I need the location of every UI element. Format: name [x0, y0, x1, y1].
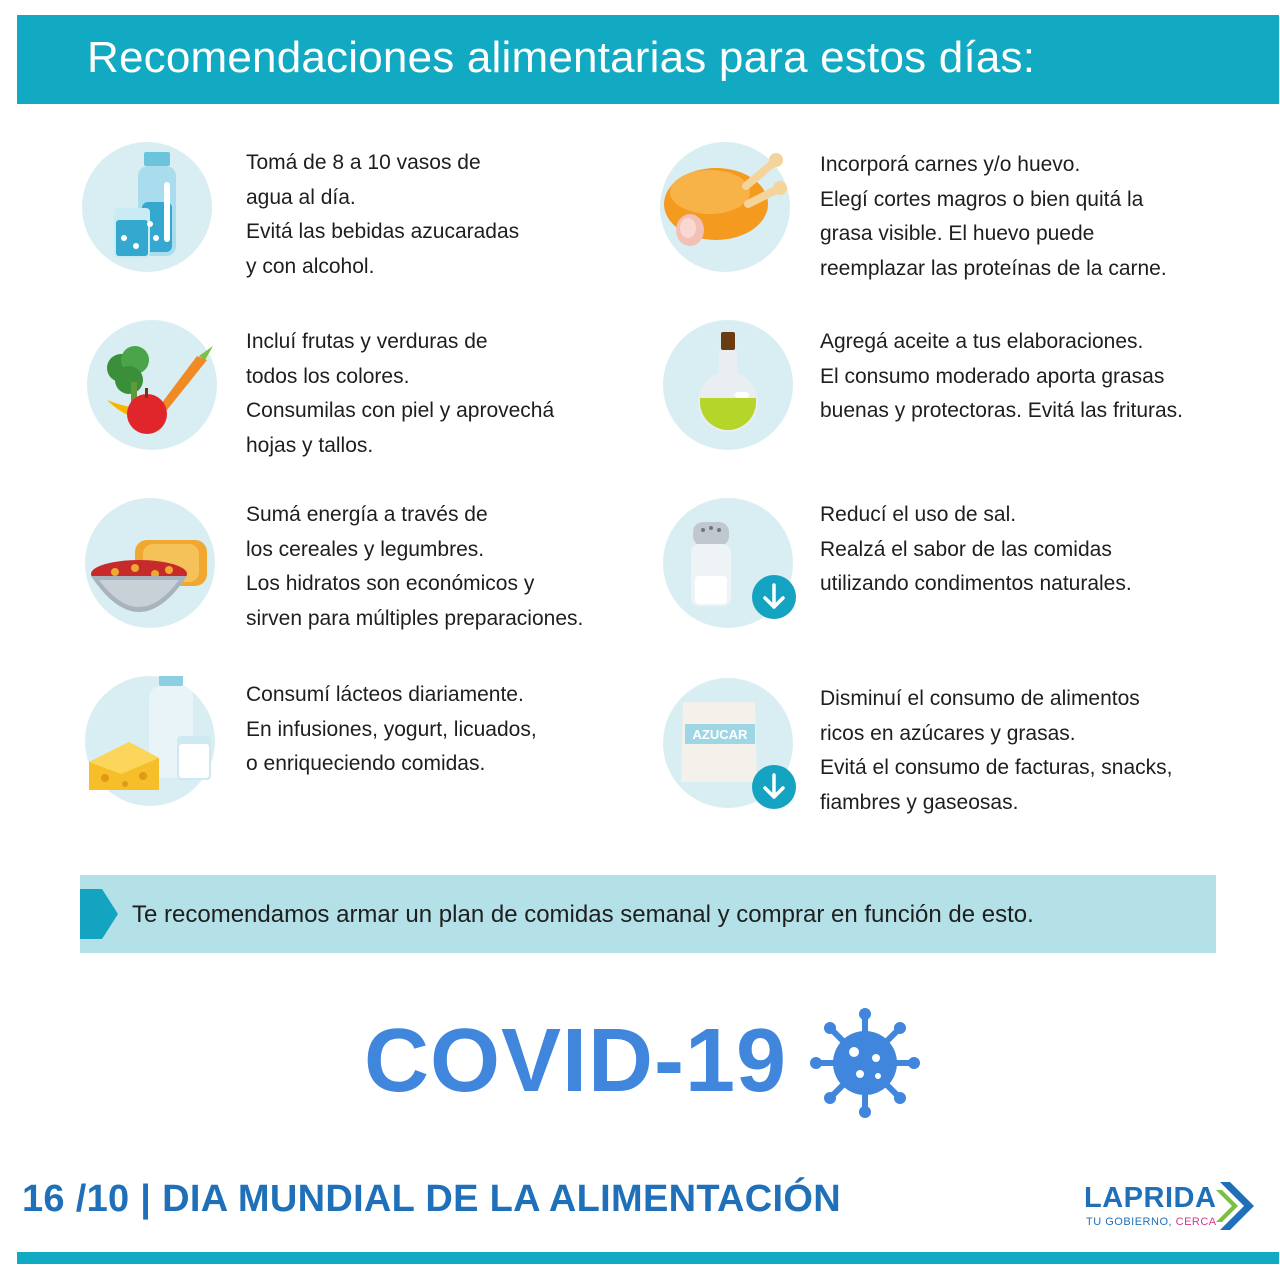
page-title: Recomendaciones alimentarias para estos días: — [87, 33, 1036, 82]
meat-icon-circle — [660, 142, 790, 272]
item-meat-line: Elegí cortes magros o bien quitá la — [820, 187, 1144, 211]
item-dairy-text — [246, 678, 537, 782]
fruits-vegetables-icon — [87, 320, 217, 450]
tip-banner — [80, 875, 1216, 953]
item-fruits-text — [246, 325, 554, 463]
oil-bottle-icon — [663, 320, 793, 450]
item-dairy-line: En infusiones, yogurt, licuados, — [246, 717, 537, 741]
item-fruits-line: todos los colores. — [246, 364, 410, 388]
item-oil-text — [820, 325, 1183, 429]
item-meat-line: reemplazar las proteínas de la carne. — [820, 256, 1167, 280]
item-sugar-text — [820, 682, 1173, 820]
arrow-down-icon — [752, 765, 796, 809]
item-cereals-text — [246, 498, 583, 636]
dairy-icon-circle — [85, 676, 215, 806]
cereal-bowl-bread-icon — [85, 498, 215, 628]
milk-cheese-icon — [85, 676, 215, 806]
item-water-line: Evitá las bebidas azucaradas — [246, 220, 520, 243]
chevron-right-icon — [80, 889, 120, 939]
arrow-down-icon — [752, 575, 796, 619]
logo-tagline-accent: CERCA — [1175, 1216, 1217, 1228]
cereal-icon-circle — [85, 498, 215, 628]
item-salt-line: utilizando condimentos naturales. — [820, 572, 1132, 595]
item-dairy-line: Consumí lácteos diariamente. — [246, 683, 524, 706]
covid-title: COVID-19 — [364, 1011, 788, 1111]
item-cereals-line: sirven para múltiples preparaciones. — [246, 606, 584, 630]
reduce-arrow-badge — [752, 575, 796, 619]
fruits-icon-circle — [87, 320, 217, 450]
water-bottle-glass-icon — [82, 142, 212, 272]
logo-tagline — [1086, 1216, 1217, 1228]
item-oil-line: El consumo moderado aporta grasas — [820, 364, 1165, 388]
item-cereals-line: Los hidratos son económicos y — [246, 572, 535, 595]
item-dairy-line: o enriqueciendo comidas. — [246, 752, 486, 775]
virus-icon — [810, 1008, 920, 1118]
logo-chevron-icon — [1214, 1180, 1258, 1232]
laprida-logo — [1080, 1180, 1260, 1240]
item-sugar-line: ricos en azúcares y grasas. — [820, 721, 1076, 745]
tip-text: Te recomendamos armar un plan de comidas semanal y comprar en función de esto. — [132, 901, 1034, 928]
item-sugar-line: Evitá el consumo de facturas, snacks, — [820, 756, 1173, 779]
item-sugar-line: Disminuí el consumo de alimentos — [820, 687, 1140, 710]
item-meat-line: grasa visible. El huevo puede — [820, 222, 1095, 245]
item-salt-text — [820, 498, 1132, 602]
item-meat-line: Incorporá carnes y/o huevo. — [820, 153, 1081, 176]
item-water-line: agua al día. — [246, 185, 356, 209]
item-fruits-line: hojas y tallos. — [246, 433, 374, 457]
oil-icon-circle — [663, 320, 793, 450]
bottom-bar — [17, 1252, 1279, 1264]
chicken-egg-icon — [660, 142, 790, 272]
sugar-bag-label: AZUCAR — [692, 727, 748, 742]
logo-name: LAPRIDA — [1084, 1182, 1217, 1214]
reduce-arrow-badge — [752, 765, 796, 809]
item-cereals-line: los cereales y legumbres. — [246, 537, 485, 561]
item-fruits-line: Consumilas con piel y aprovechá — [246, 399, 555, 422]
item-salt-line: Realzá el sabor de las comidas — [820, 537, 1112, 561]
item-water-line: y con alcohol. — [246, 254, 375, 278]
item-water-line: Tomá de 8 a 10 vasos de — [246, 151, 481, 174]
water-icon-circle — [82, 142, 212, 272]
footer-title: 16 /10 | DIA MUNDIAL DE LA ALIMENTACIÓN — [22, 1178, 841, 1220]
item-salt-line: Reducí el uso de sal. — [820, 503, 1017, 526]
item-cereals-line: Sumá energía a través de — [246, 503, 488, 526]
item-meat-text — [820, 148, 1167, 286]
item-fruits-line: Incluí frutas y verduras de — [246, 330, 488, 353]
item-oil-line: Agregá aceite a tus elaboraciones. — [820, 330, 1144, 353]
item-sugar-line: fiambres y gaseosas. — [820, 790, 1019, 814]
item-oil-line: buenas y protectoras. Evitá las frituras. — [820, 399, 1183, 422]
item-water-text — [246, 146, 519, 284]
header-banner — [17, 15, 1279, 104]
logo-tagline-main: TU GOBIERNO, — [1086, 1216, 1176, 1228]
